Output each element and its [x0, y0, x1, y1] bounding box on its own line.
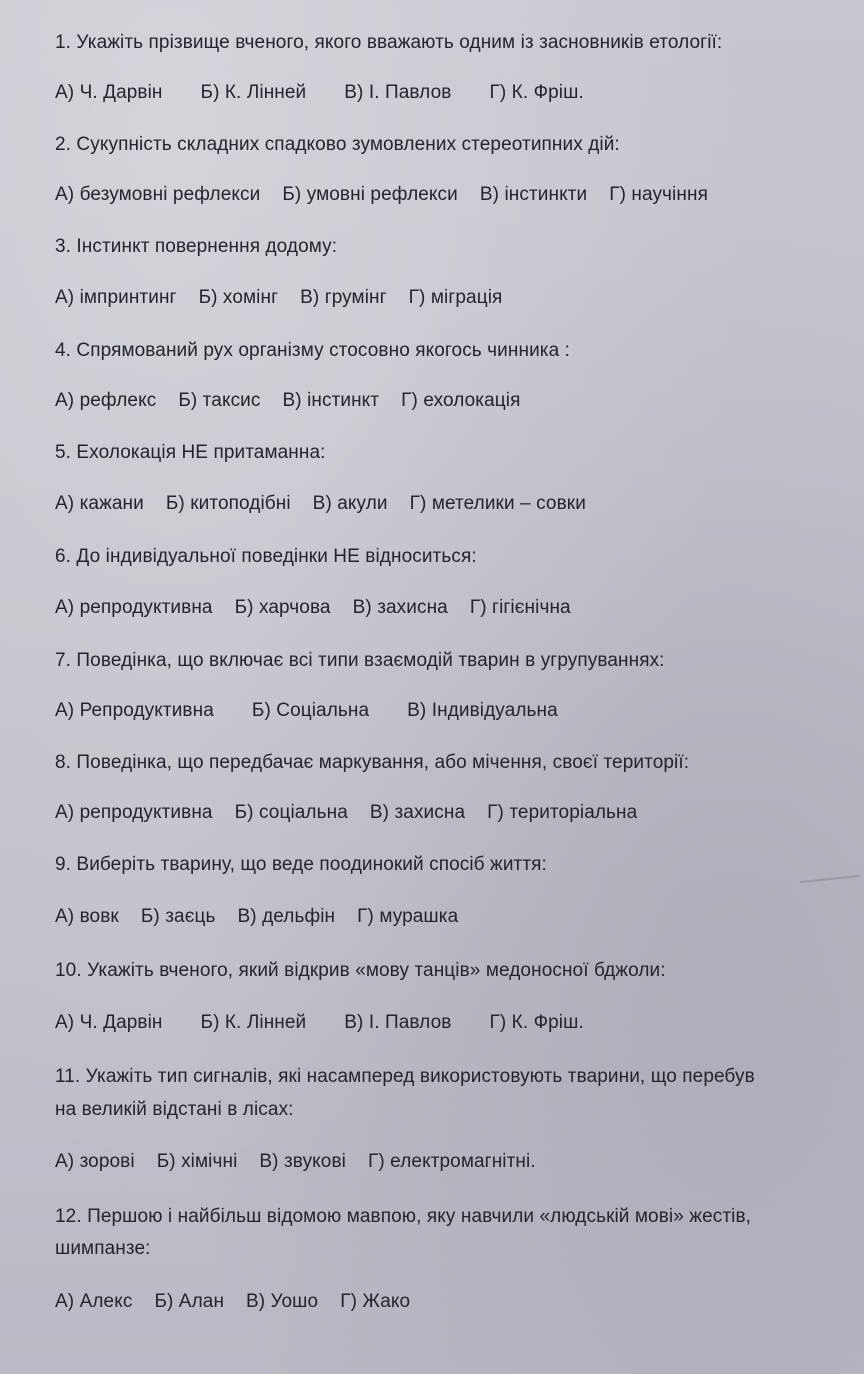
question-2-text: 2. Сукупність складних спадково зумовлених стереотипних дій: [55, 134, 620, 155]
option-b: Б) Алан [154, 1291, 225, 1312]
option-a: А) зорові [55, 1151, 135, 1172]
option-b: Б) К. Лінней [200, 82, 307, 103]
option-d: Г) метелики – совки [409, 493, 586, 514]
question-7-text: 7. Поведінка, що включає всі типи взаємодій тварин в угрупуваннях: [55, 650, 665, 671]
option-d: Г) научіння [609, 184, 708, 205]
option-d: Г) К. Фріш. [489, 82, 584, 103]
question-4-text: 4. Спрямований рух організму стосовно якогось чинника : [55, 340, 571, 361]
question-7-options [55, 699, 596, 723]
option-a: А) Ч. Дарвін [55, 1012, 163, 1033]
question-12-text: 12. Першою і найбільш відомою мавпою, яку навчили «людській мові» жестів, [55, 1206, 752, 1227]
option-c: В) грумінг [300, 287, 387, 308]
question-6-options [55, 596, 593, 620]
question-9-text: 9. Виберіть тварину, що веде поодинокий спосіб життя: [55, 854, 547, 875]
question-3-text: 3. Інстинкт повернення додому: [55, 236, 338, 257]
option-c: В) акули [312, 493, 388, 514]
option-d: Г) К. Фріш. [489, 1012, 584, 1033]
option-b: Б) соціальна [234, 802, 348, 823]
option-b: Б) Соціальна [251, 700, 370, 721]
question-8-options [55, 801, 659, 825]
question-1-options [55, 81, 622, 105]
option-c: В) дельфін [237, 906, 336, 927]
option-c: В) захисна [352, 597, 448, 618]
option-a: А) кажани [55, 493, 144, 514]
option-d: Г) Жако [340, 1291, 411, 1312]
option-c: В) І. Павлов [344, 82, 452, 103]
question-5-options [55, 492, 608, 516]
question-11-options [55, 1150, 558, 1174]
option-c: В) звукові [259, 1151, 346, 1172]
question-9-options [55, 905, 480, 929]
option-a: А) Репродуктивна [55, 700, 214, 721]
question-8-text: 8. Поведінка, що передбачає маркування, або мічення, своєї території: [55, 752, 690, 773]
question-10-text: 10. Укажіть вченого, який відкрив «мову танців» медоносної бджоли: [55, 960, 666, 981]
option-a: А) рефлекс [55, 390, 157, 411]
option-d: Г) гігієнічна [469, 597, 571, 618]
option-a: А) репродуктивна [55, 802, 213, 823]
question-10-options [55, 1011, 622, 1035]
option-b: Б) хімічні [156, 1151, 238, 1172]
option-b: Б) харчова [234, 597, 331, 618]
option-c: В) інстинкт [282, 390, 380, 411]
question-11-text-cont: на великій відстані в лісах: [55, 1099, 294, 1120]
option-c: В) захисна [369, 802, 466, 823]
option-b: Б) китоподібні [165, 493, 291, 514]
option-b: Б) заєць [140, 906, 216, 927]
question-6-text: 6. До індивідуальної поведінки НЕ відноситься: [55, 546, 477, 567]
option-d: Г) територіальна [487, 802, 638, 823]
question-1-text: 1. Укажіть прізвище вченого, якого вважають одним із засновників етології: [55, 32, 723, 53]
option-b: Б) хомінг [198, 287, 279, 308]
option-d: Г) міграція [408, 287, 503, 308]
question-5-text: 5. Ехолокація НЕ притаманна: [55, 442, 326, 463]
option-b: Б) К. Лінней [200, 1012, 307, 1033]
option-d: Г) електромагнітні. [367, 1151, 536, 1172]
option-a: А) Ч. Дарвін [55, 82, 163, 103]
option-c: В) Уошо [246, 1291, 319, 1312]
option-d: Г) ехолокація [401, 390, 521, 411]
option-a: А) Алекс [55, 1291, 133, 1312]
question-12-text-cont: шимпанзе: [55, 1238, 151, 1259]
option-a: А) вовк [55, 906, 119, 927]
question-3-options [55, 286, 524, 310]
option-c: В) Індивідуальна [407, 700, 558, 721]
option-c: В) інстинкти [479, 184, 588, 205]
option-d: Г) мурашка [357, 906, 459, 927]
option-b: Б) таксис [178, 390, 261, 411]
question-11-text: 11. Укажіть тип сигналів, які насамперед використовують тварини, що перебув [55, 1066, 755, 1087]
question-4-options [55, 389, 542, 413]
question-12-options [55, 1290, 432, 1314]
option-a: А) імпринтинг [55, 287, 177, 308]
paper-crease-mark [800, 875, 860, 883]
option-a: А) безумовні рефлекси [55, 184, 261, 205]
option-b: Б) умовні рефлекси [282, 184, 458, 205]
option-a: А) репродуктивна [55, 597, 213, 618]
option-c: В) І. Павлов [344, 1012, 452, 1033]
question-2-options [55, 183, 730, 207]
